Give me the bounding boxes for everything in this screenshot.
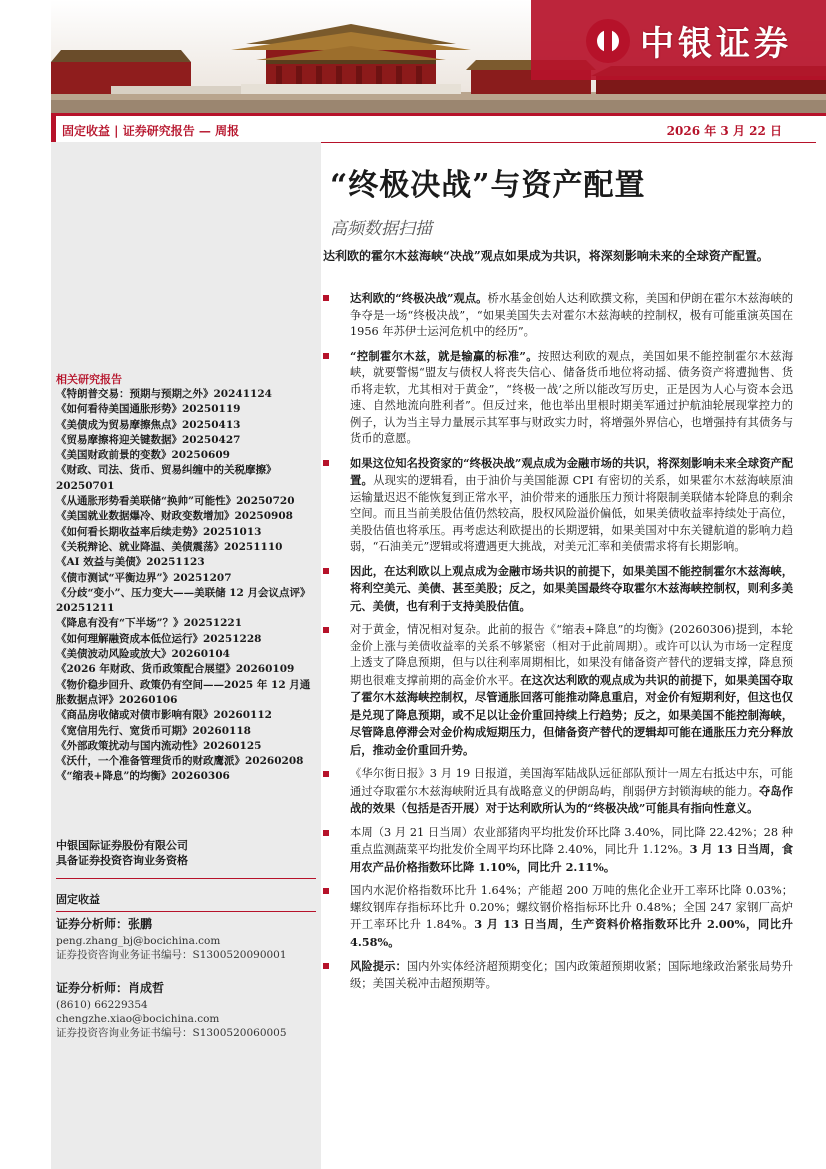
company-info bbox=[56, 838, 316, 868]
analyst-phone: (8610) 66229354 bbox=[56, 999, 148, 1011]
related-report-item: 《财政、司法、货币、贸易纠缠中的关税摩擦》20250701 bbox=[56, 464, 277, 492]
analyst-cert: 证券投资咨询业务证书编号：S1300520090001 bbox=[56, 949, 287, 961]
report-date: 2026 年 3 月 22 日 bbox=[666, 124, 782, 138]
related-report-item: 《关税辩论、就业降温、美债震荡》20251110 bbox=[56, 540, 283, 553]
analyst-cert: 证券投资咨询业务证书编号：S1300520060005 bbox=[56, 1027, 287, 1039]
key-point bbox=[323, 883, 793, 951]
related-report-item: 《美国财政前景的变数》20250609 bbox=[56, 449, 230, 462]
related-report-item: 《商品房收储或对债市影响有限》20260112 bbox=[56, 709, 272, 722]
analyst-email: chengzhe.xiao@bocichina.com bbox=[56, 1013, 220, 1025]
key-point-conclusion: 夺岛作战的效果（包括是否开展）对于达利欧所认为的“终极决战”可能具有指向性意义。 bbox=[350, 783, 793, 815]
analyst-name: 证券分析师：肖成哲 bbox=[56, 981, 165, 995]
key-point bbox=[323, 455, 793, 556]
square-bullet-icon bbox=[323, 295, 329, 301]
report-subtitle: 高频数据扫描 bbox=[330, 219, 432, 239]
related-report-item: 《分歧“变小”、压力变大——美联储 12 月会议点评》20251211 bbox=[56, 586, 311, 615]
key-point-lead: 达利欧的“终极决战”观点。 bbox=[350, 291, 488, 305]
related-report-item: 《如何看待美国通胀形势》20250119 bbox=[56, 403, 241, 416]
square-bullet-icon bbox=[323, 627, 329, 633]
key-point bbox=[323, 766, 793, 818]
company-name: 中银国际证券股份有限公司 bbox=[56, 839, 188, 852]
key-point-text: 《华尔街日报》3 月 19 日报道，美国海军陆战队远征部队预计一周左右抵达中东，可能通过夺取霍尔木兹海峡附近具有战略意义的伊朗岛屿，削弱伊方封锁海峡的能力。 bbox=[350, 767, 793, 798]
key-point-text: 国内外实体经济超预期变化；国内政策超预期收紧；国际地缘政治紧张局势升级；美国关税冲击超预期等。 bbox=[350, 960, 793, 990]
square-bullet-icon bbox=[323, 353, 329, 359]
key-point-lead: “控制霍尔木兹，就是输赢的标准”。 bbox=[350, 348, 538, 363]
related-report-item: 《美债波动风险或放大》20260104 bbox=[56, 648, 230, 661]
related-report-item: 《美债成为贸易摩擦焦点》20250413 bbox=[56, 418, 241, 431]
brand-logo bbox=[586, 16, 792, 65]
related-report-item: 《物价稳步回升、政策仍有空间——2025 年 12 月通胀数据点评》20260106 bbox=[56, 678, 311, 706]
related-reports-list bbox=[56, 387, 316, 785]
sidebar-divider bbox=[56, 911, 316, 912]
coverage-field: 固定收益 bbox=[56, 893, 100, 906]
key-point bbox=[323, 290, 793, 341]
square-bullet-icon bbox=[323, 830, 329, 836]
square-bullet-icon bbox=[323, 888, 329, 894]
related-report-item: 《AI 效益与美债》20251123 bbox=[56, 556, 205, 569]
key-point-conclusion: 3 月 13 日当周，生产资料价格指数环比升 2.00%，同比升 4.58%。 bbox=[350, 917, 793, 949]
key-point bbox=[323, 622, 793, 759]
square-bullet-icon bbox=[323, 568, 329, 574]
related-report-item: 《沃什，一个准备管理货币的财政鹰派》20260208 bbox=[56, 755, 304, 768]
related-report-item: 《“缩表+降息”的均衡》20260306 bbox=[56, 770, 230, 783]
key-point-text: 从现实的逻辑看，由于油价与美国能源 CPI 有密切的关系，如果霍尔木兹海峡原油运输量迟迟不能恢复到正常水平，油价带来的通胀压力预计将限制美联储本轮降息的剩余空间。而且当前美股估值仍然较高，股权风险溢价偏低，如果美债收益率持续处于高位，美股估值也将承压。再考虑达利欧提出的长期逻辑，如果美国对中东关键航道的影响力趋弱，“石油美元”逻辑或将遭遇更大挑战，对美元汇率和美债需求将有长期影响。 bbox=[350, 474, 793, 553]
key-point-conclusion: 在这次达利欧的观点成为共识的前提下，如果美国夺取了霍尔木兹海峡控制权，尽管通胀回落可能推动降息重启，对金价有短期利好，但这也仅是兑现了降息预期，或不足以让金价重回持续上行趋势；反之，如果美国不能控制海峡，尽管降息停滞会对金价构成短期压力，但储备资产替代的逻辑却可能在通胀压力充分释放后，推动金价重回升势。 bbox=[350, 672, 793, 757]
lead-summary: 达利欧的霍尔木兹海峡“决战”观点如果成为共识，将深刻影响未来的全球资产配置。 bbox=[323, 249, 769, 263]
related-reports-heading: 相关研究报告 bbox=[56, 373, 122, 386]
key-point-lead: 风险提示： bbox=[350, 959, 407, 973]
key-point-lead: 如果这位知名投资家的“终极决战”观点成为金融市场的共识，将深刻影响未来全球资产配置。 bbox=[350, 455, 793, 487]
analyst-name: 证券分析师：张鹏 bbox=[56, 917, 153, 931]
square-bullet-icon bbox=[323, 963, 329, 969]
related-report-item: 《特朗普交易：预期与预期之外》20241124 bbox=[56, 388, 272, 400]
report-header bbox=[56, 116, 816, 142]
key-point bbox=[323, 958, 793, 992]
analyst-email: peng.zhang_bj@bocichina.com bbox=[56, 935, 221, 947]
sidebar-divider bbox=[56, 878, 316, 879]
key-point bbox=[323, 825, 793, 877]
related-report-item: 《如何理解融资成本低位运行》20251228 bbox=[56, 632, 262, 645]
cover-banner bbox=[51, 0, 826, 113]
company-qualification: 具备证券投资咨询业务资格 bbox=[56, 854, 188, 867]
brand-name: 中银证券 bbox=[640, 24, 792, 64]
report-title: “终极决战”与资产配置 bbox=[330, 168, 646, 203]
analyst-card bbox=[56, 917, 318, 962]
key-point-conclusion: 3 月 13 日当周，食用农产品价格指数环比降 1.10%，同比升 2.11%。 bbox=[350, 842, 793, 874]
key-point-text: 本周（3 月 21 日当周）农业部猪肉平均批发价环比降 3.40%，同比降 22.42%；28 种重点监测蔬菜平均批发价全周平均环比降 2.40%，同比升 1.12%。 bbox=[350, 825, 793, 856]
related-report-item: 《外部政策扰动与国内流动性》20260125 bbox=[56, 739, 262, 752]
key-point-text: 桥水基金创始人达利欧撰文称，美国和伊朗在霍尔木兹海峡的争夺是一场“终极决战”，“如果美国失去对霍尔木兹海峡的控制权，极有可能重演英国在 1956 年苏伊士运河危机中的经历”。 bbox=[350, 292, 793, 338]
key-point-lead: 因此，在达利欧以上观点成为金融市场共识的前提下，如果美国不能控制霍尔木兹海峡，将利空美元、美债、甚至美股；反之，如果美国最终夺取霍尔木兹海峡控制权，则利多美元、美债，也有利于支持美股估值。 bbox=[350, 563, 793, 613]
related-report-item: 《如何看长期收益率后续走势》20251013 bbox=[56, 525, 262, 538]
key-point-text: 按照达利欧的观点，美国如果不能控制霍尔木兹海峡，就要警惕“盟友与债权人将丧失信心、储备货币地位将动摇、债务资产将遭抛售、货币将走软，尤其相对于黄金”，“终极一战’之所以能改写历史，正是因为人心与资本会迅速、自然地流向胜利者”。但反过来，他也举出里根时期美军通过护航油轮展现掌控力的例子，认为当主导力量展示其军事与财政实力时，将增强外界信心，也增强持有其债务与货币的意愿。 bbox=[350, 349, 793, 445]
square-bullet-icon bbox=[323, 771, 329, 777]
related-report-item: 《宽信用先行、宽货币可期》20260118 bbox=[56, 724, 251, 737]
report-category: 固定收益 | 证券研究报告 — 周报 bbox=[62, 124, 240, 138]
boc-logo-icon bbox=[586, 19, 630, 63]
related-report-item: 《贸易摩擦将迎关键数据》20250427 bbox=[56, 433, 241, 446]
key-point bbox=[323, 348, 793, 448]
related-report-item: 《美国就业数据爆冷、财政变数增加》20250908 bbox=[56, 510, 293, 523]
related-report-item: 《2026 年财政、货币政策配合展望》20260109 bbox=[56, 663, 295, 676]
key-point-text: 对于黄金，情况相对复杂。此前的报告《“缩表+降息”的均衡》(20260306)提到，本轮金价上涨与美债收益率的关系不够紧密（相对于此前周期）。或许可以认为市场一定程度上透支了降息预期，但与以往利率周期相比，如果没有储备资产替代的逻辑支撑，降息预期也很难支撑前期的高金价水平。 bbox=[350, 623, 793, 687]
analyst-card bbox=[56, 981, 318, 1040]
key-point bbox=[323, 563, 793, 616]
key-point-text: 国内水泥价格指数环比升 1.64%；产能超 200 万吨的焦化企业开工率环比降 0.03%；螺纹钢库存指标环比升 0.20%；螺纹钢价格指标环比升 0.48%；全国 247 家钢厂高炉开工率环比升 1.84%。 bbox=[350, 884, 793, 931]
key-points bbox=[323, 290, 793, 999]
related-report-item: 《从通胀形势看美联储“换帅”可能性》20250720 bbox=[56, 495, 295, 508]
related-report-item: 《债市测试“平衡边界”》20251207 bbox=[56, 571, 232, 584]
square-bullet-icon bbox=[323, 460, 329, 466]
related-report-item: 《降息有没有“下半场”？》20251221 bbox=[56, 617, 243, 630]
